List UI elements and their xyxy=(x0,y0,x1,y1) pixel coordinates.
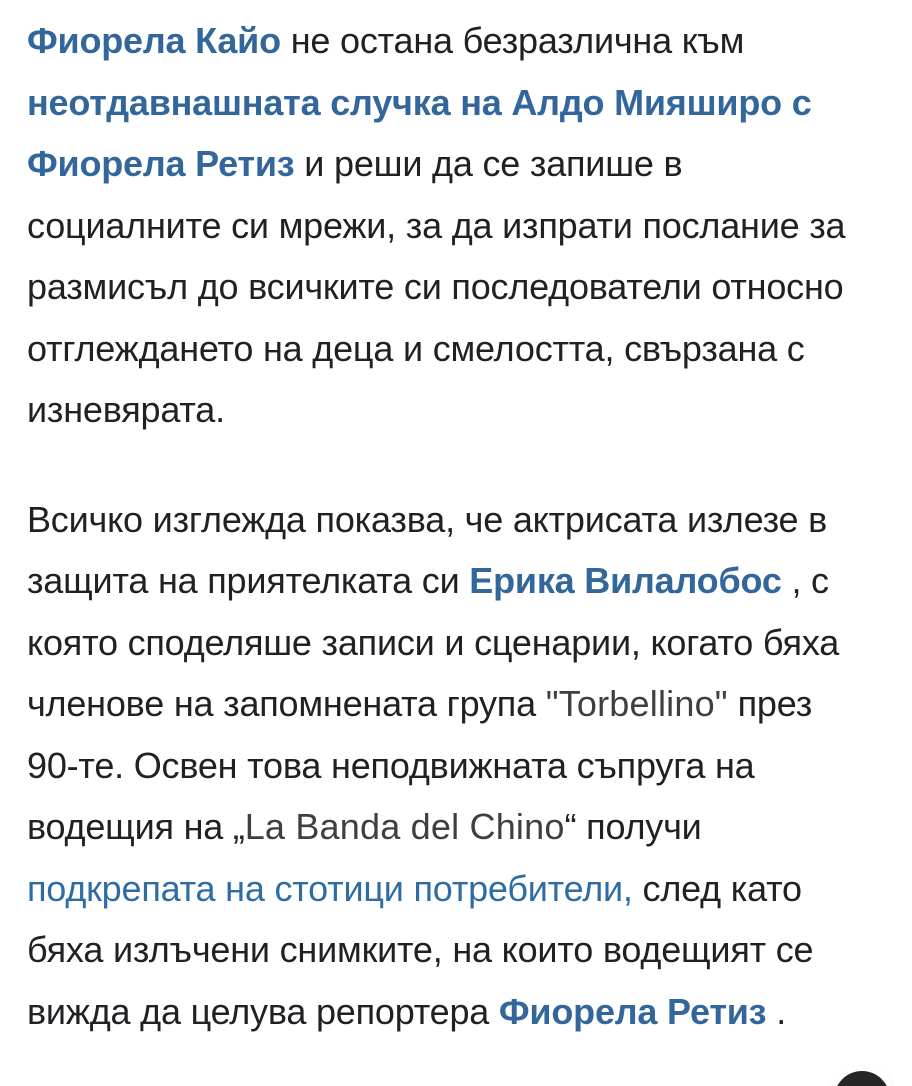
body-text: 90-те. Освен това неподвижната съпруга на xyxy=(27,744,755,786)
link-fiorela-kayo[interactable]: Фиорела Кайо xyxy=(27,20,281,61)
body-text: , с xyxy=(781,560,829,601)
body-text: “ получи xyxy=(564,806,702,847)
link-erika-vilalobos[interactable]: Ерика Вилалобос xyxy=(469,560,782,601)
link-fiorela-retiz[interactable]: Фиорела Ретиз xyxy=(498,990,767,1032)
floating-action-button[interactable] xyxy=(834,1071,890,1086)
body-text: водещия на „ xyxy=(27,806,245,847)
link-aldo-miyashiro-incident[interactable]: неотдавнашната случка на Алдо Мияширо с xyxy=(27,81,812,123)
link-aldo-miyashiro-incident[interactable]: Фиорела Ретиз xyxy=(27,143,295,184)
body-text: членове на запомнената група xyxy=(27,683,546,724)
latin-phrase: "Torbellino" xyxy=(545,683,728,724)
body-text: отглеждането на деца и смелостта, свързана с xyxy=(27,327,805,369)
body-text: която споделяше записи и сценарии, когато бяха xyxy=(27,621,840,663)
body-text: през xyxy=(727,683,813,724)
paragraph-1 xyxy=(27,10,885,441)
body-text: изневярата. xyxy=(27,389,225,430)
body-text: вижда да целува репортера xyxy=(27,990,499,1032)
body-text: и реши да се запише в xyxy=(294,143,683,184)
link-user-support[interactable]: подкрепата на стотици потребители, xyxy=(27,867,633,909)
body-text: . xyxy=(766,990,786,1032)
body-text: защита на приятелката си xyxy=(27,560,470,601)
body-text: бяха излъчени снимките, на които водещият се xyxy=(27,929,814,970)
paragraph-2 xyxy=(27,489,885,1043)
body-text: след като xyxy=(632,867,802,909)
body-text: не остана безразлична към xyxy=(280,20,745,61)
body-text: Всичко изглежда показва, че актрисата излезе в xyxy=(27,498,828,540)
body-text: размисъл до всичките си последователи относно xyxy=(27,266,844,307)
body-text: социалните си мрежи, за да изпрати послание за xyxy=(27,204,846,246)
latin-phrase: La Banda del Chino xyxy=(244,806,565,847)
